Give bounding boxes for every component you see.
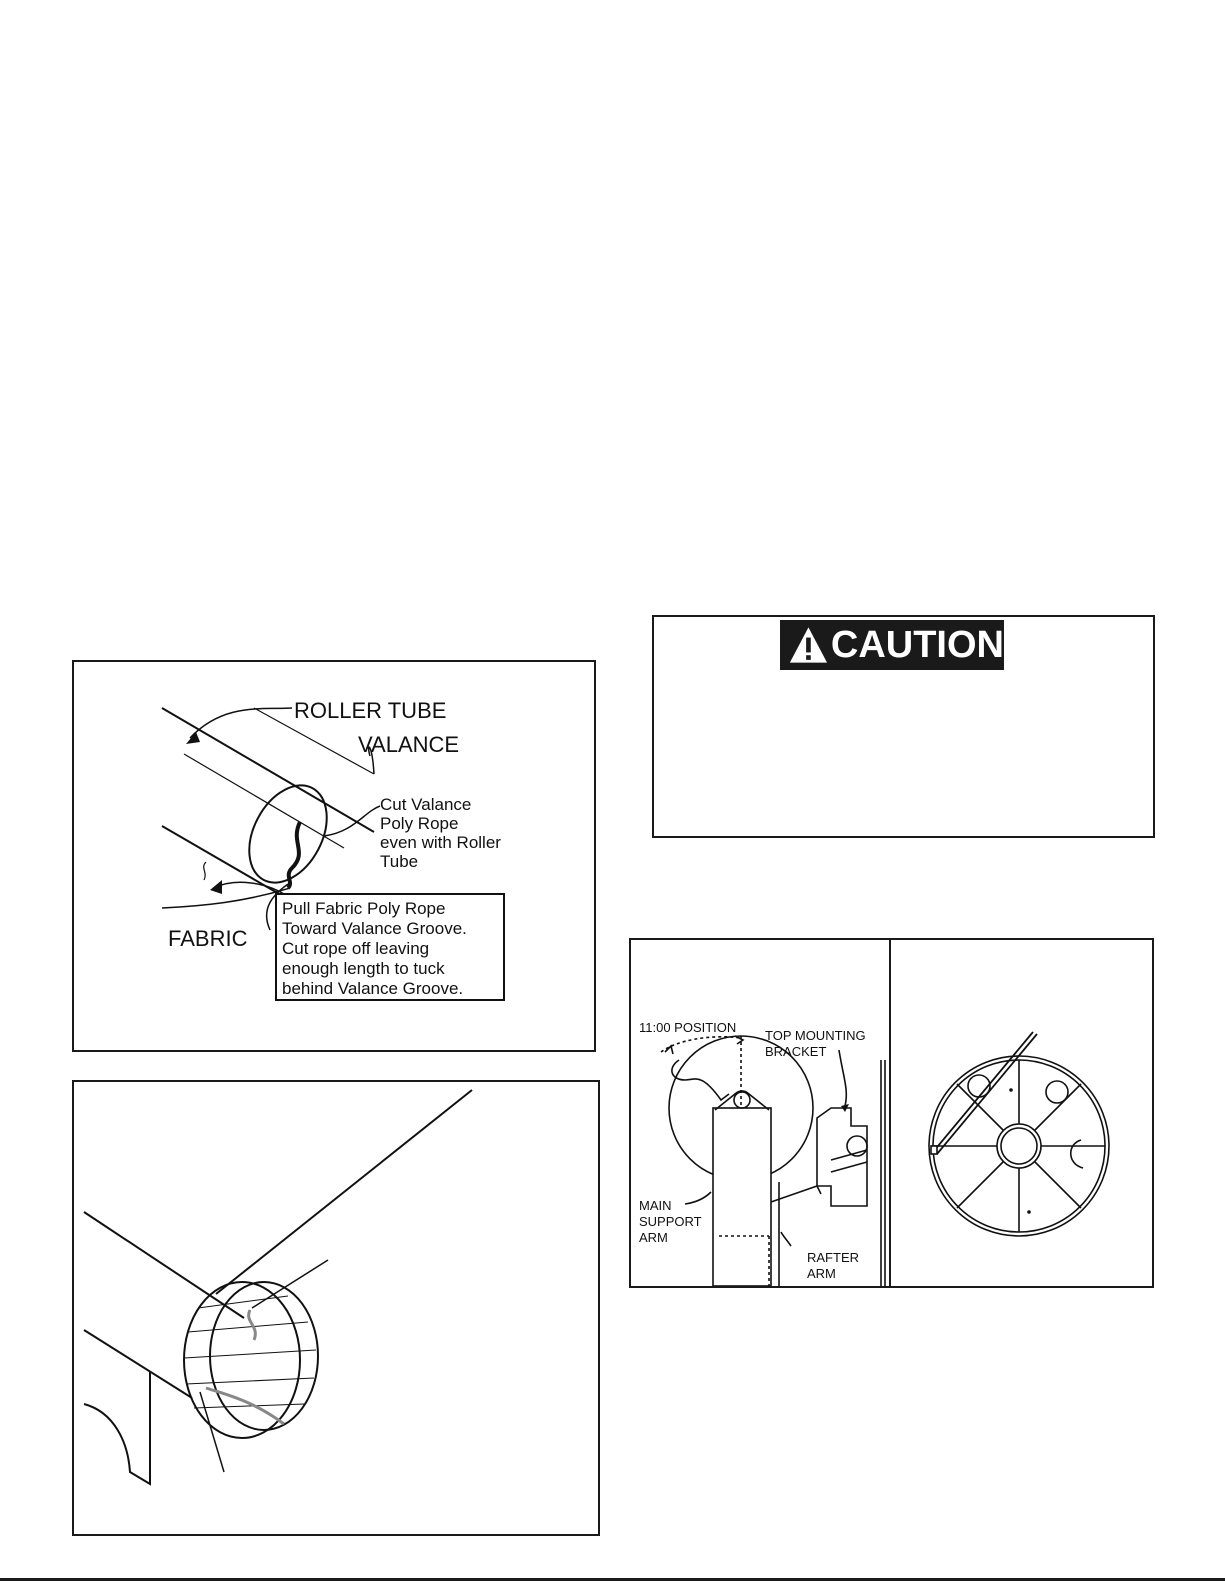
roller-tube-label: ROLLER TUBE xyxy=(294,698,447,723)
pull-note-line-4: enough length to tuck xyxy=(282,959,445,978)
pull-note-line-5: behind Valance Groove. xyxy=(282,979,464,998)
end-cap-hub xyxy=(1001,1128,1037,1164)
rafter-label-2: ARM xyxy=(807,1266,836,1281)
bottom-rule xyxy=(0,1578,1225,1581)
caution-badge xyxy=(780,620,1004,670)
valance-cut-figure xyxy=(72,660,596,1052)
tube-top-edge xyxy=(162,708,374,832)
main-support-label-1: MAIN xyxy=(639,1198,672,1213)
bracket-figure xyxy=(629,938,1154,1288)
bracket-diagram xyxy=(631,940,889,1286)
tube-rim-outer xyxy=(184,1282,300,1438)
pull-note-line-2: Toward Valance Groove. xyxy=(282,919,467,938)
caution-heading: CAUTION xyxy=(830,624,1004,666)
valance-leader-line xyxy=(216,1090,472,1294)
tube-end-figure xyxy=(72,1080,600,1536)
valance-label: VALANCE xyxy=(358,732,460,757)
main-support-label-2: SUPPORT xyxy=(639,1214,702,1229)
fabric-edge xyxy=(84,1372,150,1484)
top-mounting-label-1: TOP MOUNTING xyxy=(765,1028,866,1043)
cut-note-line-2: Poly Rope xyxy=(380,814,459,833)
position-label: 11:00 POSITION xyxy=(639,1020,737,1035)
main-support-arm xyxy=(713,1108,771,1286)
cut-note-line-1: Cut Valance xyxy=(380,795,472,814)
end-cap-diagram xyxy=(891,940,1153,1286)
caution-box xyxy=(652,615,1155,838)
fabric-label: FABRIC xyxy=(168,926,248,951)
cut-note-line-3: even with Roller xyxy=(380,833,501,852)
tube-end-diagram xyxy=(74,1082,598,1534)
cut-note-line-4: Tube xyxy=(380,852,419,871)
rafter-label-1: RAFTER xyxy=(807,1250,859,1265)
valance-rope xyxy=(249,1310,256,1340)
exclamation-triangle-icon xyxy=(788,623,829,667)
tube-upper-edge xyxy=(84,1212,244,1318)
pull-note-line-1: Pull Fabric Poly Rope xyxy=(282,899,446,918)
end-cap-hole-right xyxy=(1046,1081,1068,1103)
main-support-label-3: ARM xyxy=(639,1230,668,1245)
roller-tube-diagram xyxy=(74,662,594,1050)
top-mounting-label-2: BRACKET xyxy=(765,1044,827,1059)
pull-note-line-3: Cut rope off leaving xyxy=(282,939,430,958)
